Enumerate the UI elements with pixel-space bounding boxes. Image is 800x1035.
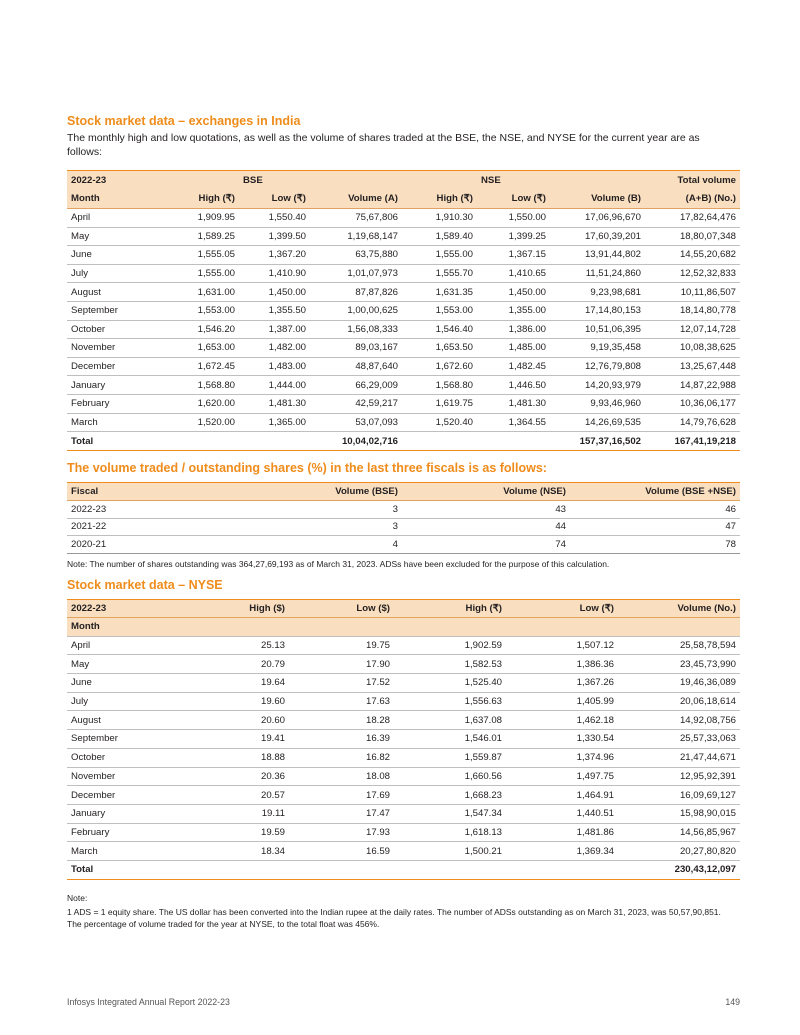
table-cell: 20.57 bbox=[179, 786, 289, 805]
table-cell: 1,550.40 bbox=[239, 209, 310, 228]
table-cell: July bbox=[67, 692, 179, 711]
intro-paragraph: The monthly high and low quotations, as well as the volume of shares traded at the BSE, the NSE, and NYSE for the current year are as follows: bbox=[67, 132, 700, 158]
header-year: 2022-23 bbox=[71, 174, 107, 186]
table-cell: 1,619.75 bbox=[402, 394, 477, 413]
table-cell: 14,87,22,988 bbox=[645, 376, 740, 395]
table-cell: 12,76,79,808 bbox=[550, 357, 645, 376]
table-cell: 1,553.00 bbox=[402, 301, 477, 320]
table-cell: 15,98,90,015 bbox=[618, 804, 740, 823]
table-cell: 25,57,33,063 bbox=[618, 730, 740, 749]
table-cell: December bbox=[67, 786, 179, 805]
table-cell: 1,444.00 bbox=[239, 376, 310, 395]
table-cell: 1,555.00 bbox=[159, 264, 239, 283]
table-cell: 11,51,24,860 bbox=[550, 264, 645, 283]
total-volume: 230,43,12,097 bbox=[618, 860, 740, 879]
table-cell: 18,80,07,348 bbox=[645, 227, 740, 246]
table-cell: 1,547.34 bbox=[394, 804, 506, 823]
table-cell: July bbox=[67, 264, 159, 283]
table-cell: 17,06,96,670 bbox=[550, 209, 645, 228]
table-row bbox=[67, 376, 740, 395]
total-volume-b: 157,37,16,502 bbox=[550, 432, 645, 451]
table-cell: 1,631.00 bbox=[159, 283, 239, 302]
header-low-inr: Low (₹) bbox=[579, 603, 614, 614]
table-cell: 18.34 bbox=[179, 842, 289, 861]
table-cell: 1,909.95 bbox=[159, 209, 239, 228]
table-cell: 20.79 bbox=[179, 655, 289, 674]
table-cell: 74 bbox=[402, 536, 570, 554]
table-cell: 1,369.34 bbox=[506, 842, 618, 861]
table-cell: 1,902.59 bbox=[394, 636, 506, 655]
table-cell: 1,546.01 bbox=[394, 730, 506, 749]
table-cell: 1,483.00 bbox=[239, 357, 310, 376]
table-cell: 19.75 bbox=[289, 636, 394, 655]
table-cell: 48,87,640 bbox=[310, 357, 402, 376]
table-cell: 1,374.96 bbox=[506, 748, 618, 767]
table-cell: 1,520.00 bbox=[159, 413, 239, 432]
table-row bbox=[67, 394, 740, 413]
table-cell: 1,462.18 bbox=[506, 711, 618, 730]
table-row bbox=[67, 246, 740, 265]
table-cell: 1,507.12 bbox=[506, 636, 618, 655]
table-cell: 63,75,880 bbox=[310, 246, 402, 265]
table-cell: 4 bbox=[247, 536, 402, 554]
table-cell: 1,481.30 bbox=[239, 394, 310, 413]
header-volume: Volume (No.) bbox=[677, 603, 736, 614]
table-row bbox=[67, 413, 740, 432]
table-cell: 66,29,009 bbox=[310, 376, 402, 395]
table-row bbox=[67, 842, 740, 861]
table-cell: 1,450.00 bbox=[239, 283, 310, 302]
table-cell: May bbox=[67, 227, 159, 246]
table-cell: 1,386.36 bbox=[506, 655, 618, 674]
table-cell: 1,405.99 bbox=[506, 692, 618, 711]
table-cell: June bbox=[67, 674, 179, 693]
header-total-ab: (A+B) (No.) bbox=[685, 193, 736, 205]
table-cell: 18.88 bbox=[179, 748, 289, 767]
table-cell: 1,618.13 bbox=[394, 823, 506, 842]
table-cell: 1,446.50 bbox=[477, 376, 550, 395]
table-cell: 1,399.25 bbox=[477, 227, 550, 246]
table-row bbox=[67, 339, 740, 358]
table-cell: 17.69 bbox=[289, 786, 394, 805]
table-cell: 10,51,06,395 bbox=[550, 320, 645, 339]
header-high-usd: High ($) bbox=[249, 603, 285, 614]
page-number: 149 bbox=[725, 997, 740, 1007]
header-fiscal: Fiscal bbox=[71, 486, 99, 497]
header-bse-low: Low (₹) bbox=[271, 193, 306, 205]
table-cell: 1,672.45 bbox=[159, 357, 239, 376]
table-cell: 14,56,85,967 bbox=[618, 823, 740, 842]
table-cell: November bbox=[67, 339, 159, 358]
table-row bbox=[67, 804, 740, 823]
table-cell: October bbox=[67, 320, 159, 339]
table-cell: 17.93 bbox=[289, 823, 394, 842]
table-cell: 53,07,093 bbox=[310, 413, 402, 432]
table-row bbox=[67, 711, 740, 730]
table-cell: 16,09,69,127 bbox=[618, 786, 740, 805]
table-cell: 1,365.00 bbox=[239, 413, 310, 432]
table-cell: 1,481.30 bbox=[477, 394, 550, 413]
nyse-table bbox=[67, 599, 740, 880]
table-cell: 10,11,86,507 bbox=[645, 283, 740, 302]
table-cell: 1,546.40 bbox=[402, 320, 477, 339]
table-cell: August bbox=[67, 711, 179, 730]
table-cell: 9,93,46,960 bbox=[550, 394, 645, 413]
table-cell: 1,399.50 bbox=[239, 227, 310, 246]
table-cell: 78 bbox=[570, 536, 740, 554]
table-cell: 1,631.35 bbox=[402, 283, 477, 302]
table-cell: 1,555.70 bbox=[402, 264, 477, 283]
table-cell: 1,568.80 bbox=[159, 376, 239, 395]
total-label: Total bbox=[67, 860, 179, 879]
table-cell: 1,464.91 bbox=[506, 786, 618, 805]
table-cell: 1,620.00 bbox=[159, 394, 239, 413]
table-cell: 1,910.30 bbox=[402, 209, 477, 228]
table-row bbox=[67, 518, 740, 536]
table-cell: 1,668.23 bbox=[394, 786, 506, 805]
month-header-row bbox=[67, 618, 740, 637]
header-low-usd: Low ($) bbox=[356, 603, 390, 614]
table-cell: 13,91,44,802 bbox=[550, 246, 645, 265]
table-cell: 18,14,80,778 bbox=[645, 301, 740, 320]
table-cell: March bbox=[67, 842, 179, 861]
table-cell: April bbox=[67, 636, 179, 655]
table-row bbox=[67, 674, 740, 693]
table-cell: 1,660.56 bbox=[394, 767, 506, 786]
footer-report-title: Infosys Integrated Annual Report 2022-23 bbox=[67, 997, 230, 1007]
table-cell: 44 bbox=[402, 518, 570, 536]
table-cell: 19.59 bbox=[179, 823, 289, 842]
table-cell: 3 bbox=[247, 501, 402, 519]
table-cell: 20,27,80,820 bbox=[618, 842, 740, 861]
table-cell: March bbox=[67, 413, 159, 432]
table-cell: 1,440.51 bbox=[506, 804, 618, 823]
table-cell: November bbox=[67, 767, 179, 786]
bse-nse-table bbox=[67, 170, 740, 451]
table-cell: 1,367.26 bbox=[506, 674, 618, 693]
table-cell: 1,19,68,147 bbox=[310, 227, 402, 246]
table-cell: 3 bbox=[247, 518, 402, 536]
table-cell: 1,500.21 bbox=[394, 842, 506, 861]
table-cell: 42,59,217 bbox=[310, 394, 402, 413]
table-cell: 9,23,98,681 bbox=[550, 283, 645, 302]
table-cell: 14,55,20,682 bbox=[645, 246, 740, 265]
table-cell: 1,525.40 bbox=[394, 674, 506, 693]
table-row bbox=[67, 283, 740, 302]
table-cell: 1,410.90 bbox=[239, 264, 310, 283]
total-row bbox=[67, 432, 740, 451]
table-cell: 1,56,08,333 bbox=[310, 320, 402, 339]
table-cell: 75,67,806 bbox=[310, 209, 402, 228]
table-cell: 1,482.00 bbox=[239, 339, 310, 358]
shares-outstanding-note: Note: The number of shares outstanding was 364,27,69,193 as of March 31, 2023. ADSs have been excluded for the purpose of this calculation. bbox=[67, 559, 610, 569]
table-cell: 89,03,167 bbox=[310, 339, 402, 358]
table-row bbox=[67, 823, 740, 842]
table-cell: 17.90 bbox=[289, 655, 394, 674]
table-row bbox=[67, 767, 740, 786]
table-row bbox=[67, 655, 740, 674]
table-cell: 16.82 bbox=[289, 748, 394, 767]
table-cell: 1,481.86 bbox=[506, 823, 618, 842]
table-cell: 17,60,39,201 bbox=[550, 227, 645, 246]
header-nse: NSE bbox=[481, 174, 501, 186]
table-cell: 1,589.40 bbox=[402, 227, 477, 246]
table-cell: 20.60 bbox=[179, 711, 289, 730]
header-total-volume: Total volume bbox=[677, 174, 736, 186]
table-cell: 1,550.00 bbox=[477, 209, 550, 228]
header-high-inr: High (₹) bbox=[465, 603, 502, 614]
table-cell: 9,19,35,458 bbox=[550, 339, 645, 358]
table-cell: 10,36,06,177 bbox=[645, 394, 740, 413]
volume-traded-table bbox=[67, 482, 740, 554]
table-cell: 1,01,07,973 bbox=[310, 264, 402, 283]
table-cell: 1,520.40 bbox=[402, 413, 477, 432]
table-cell: 1,553.00 bbox=[159, 301, 239, 320]
table-cell: 2021-22 bbox=[67, 518, 247, 536]
table-cell: June bbox=[67, 246, 159, 265]
header-nse-high: High (₹) bbox=[436, 193, 473, 205]
table-cell: September bbox=[67, 730, 179, 749]
table-cell: 1,653.50 bbox=[402, 339, 477, 358]
table-cell: 1,672.60 bbox=[402, 357, 477, 376]
table-cell: 19.64 bbox=[179, 674, 289, 693]
header-volume-a: Volume (A) bbox=[348, 193, 398, 205]
table-cell: 1,555.05 bbox=[159, 246, 239, 265]
table-row bbox=[67, 748, 740, 767]
table-cell: 2022-23 bbox=[67, 501, 247, 519]
table-row bbox=[67, 786, 740, 805]
table-cell: 16.59 bbox=[289, 842, 394, 861]
total-volume-ab: 167,41,19,218 bbox=[645, 432, 740, 451]
total-volume-a: 10,04,02,716 bbox=[310, 432, 402, 451]
header-volume-bse: Volume (BSE) bbox=[335, 486, 398, 497]
header-month: Month bbox=[67, 618, 179, 637]
table-cell: 17,14,80,153 bbox=[550, 301, 645, 320]
table-cell: 19.11 bbox=[179, 804, 289, 823]
table-row bbox=[67, 209, 740, 228]
table-cell: 1,568.80 bbox=[402, 376, 477, 395]
nyse-note: 1 ADS = 1 equity share. The US dollar has been converted into the Indian rupee at the daily rates. The number of ADSs outstanding as on March 31, 2023, was 50,57,90,851. The percentage of volume traded for the year at NYSE, to the total float was 456%. bbox=[67, 907, 721, 929]
table-cell: 1,367.20 bbox=[239, 246, 310, 265]
table-cell: 17,82,64,476 bbox=[645, 209, 740, 228]
table-cell: 18.08 bbox=[289, 767, 394, 786]
table-cell: 1,582.53 bbox=[394, 655, 506, 674]
table-cell: 1,364.55 bbox=[477, 413, 550, 432]
table-row bbox=[67, 227, 740, 246]
table-cell: 19.60 bbox=[179, 692, 289, 711]
table-cell: 13,25,67,448 bbox=[645, 357, 740, 376]
header-bse: BSE bbox=[243, 174, 263, 186]
header-volume-both: Volume (BSE +NSE) bbox=[645, 486, 736, 497]
table-row bbox=[67, 301, 740, 320]
table-cell: 2020-21 bbox=[67, 536, 247, 554]
header-month: Month bbox=[71, 193, 100, 205]
table-cell: February bbox=[67, 823, 179, 842]
table-cell: 1,367.15 bbox=[477, 246, 550, 265]
table-cell: 12,52,32,833 bbox=[645, 264, 740, 283]
table-cell: January bbox=[67, 804, 179, 823]
header-volume-nse: Volume (NSE) bbox=[503, 486, 566, 497]
table-cell: February bbox=[67, 394, 159, 413]
table-cell: 25,58,78,594 bbox=[618, 636, 740, 655]
table-cell: 19,46,36,089 bbox=[618, 674, 740, 693]
table-cell: 1,497.75 bbox=[506, 767, 618, 786]
table-cell: 1,330.54 bbox=[506, 730, 618, 749]
table-cell: 1,555.00 bbox=[402, 246, 477, 265]
header-year: 2022-23 bbox=[71, 603, 107, 614]
table-cell: September bbox=[67, 301, 159, 320]
table-cell: 19.41 bbox=[179, 730, 289, 749]
table-cell: 20.36 bbox=[179, 767, 289, 786]
table-cell: 14,92,08,756 bbox=[618, 711, 740, 730]
table-cell: December bbox=[67, 357, 159, 376]
table-cell: 87,87,826 bbox=[310, 283, 402, 302]
table-cell: 14,26,69,535 bbox=[550, 413, 645, 432]
table-row bbox=[67, 692, 740, 711]
table-cell: 1,546.20 bbox=[159, 320, 239, 339]
table-row bbox=[67, 320, 740, 339]
table-cell: 1,559.87 bbox=[394, 748, 506, 767]
table-cell: 47 bbox=[570, 518, 740, 536]
table-cell: 21,47,44,671 bbox=[618, 748, 740, 767]
table-cell: 1,556.63 bbox=[394, 692, 506, 711]
table-cell: October bbox=[67, 748, 179, 767]
table-cell: 12,95,92,391 bbox=[618, 767, 740, 786]
table-cell: 46 bbox=[570, 501, 740, 519]
total-label: Total bbox=[67, 432, 159, 451]
table-cell: 17.63 bbox=[289, 692, 394, 711]
table-cell: 1,653.00 bbox=[159, 339, 239, 358]
table-cell: 1,589.25 bbox=[159, 227, 239, 246]
table-cell: May bbox=[67, 655, 179, 674]
table-cell: April bbox=[67, 209, 159, 228]
table-cell: 1,355.00 bbox=[477, 301, 550, 320]
table-cell: 17.47 bbox=[289, 804, 394, 823]
table-cell: 1,485.00 bbox=[477, 339, 550, 358]
table-cell: 25.13 bbox=[179, 636, 289, 655]
table-cell: 1,450.00 bbox=[477, 283, 550, 302]
table-row bbox=[67, 264, 740, 283]
table-cell: 1,355.50 bbox=[239, 301, 310, 320]
table-cell: August bbox=[67, 283, 159, 302]
table-cell: 43 bbox=[402, 501, 570, 519]
table-cell: 1,410.65 bbox=[477, 264, 550, 283]
table-row bbox=[67, 501, 740, 519]
total-row bbox=[67, 860, 740, 879]
table-cell: 14,20,93,979 bbox=[550, 376, 645, 395]
section-title-india: Stock market data – exchanges in India bbox=[67, 114, 301, 128]
table-cell: 16.39 bbox=[289, 730, 394, 749]
table-cell: 1,482.45 bbox=[477, 357, 550, 376]
table-cell: 17.52 bbox=[289, 674, 394, 693]
table-cell: 10,08,38,625 bbox=[645, 339, 740, 358]
table-cell: 1,386.00 bbox=[477, 320, 550, 339]
header-bse-high: High (₹) bbox=[198, 193, 235, 205]
header-volume-b: Volume (B) bbox=[591, 193, 641, 205]
table-cell: 1,00,00,625 bbox=[310, 301, 402, 320]
table-row bbox=[67, 536, 740, 554]
section-title-nyse: Stock market data – NYSE bbox=[67, 578, 223, 592]
table-cell: 12,07,14,728 bbox=[645, 320, 740, 339]
table-cell: 20,06,18,614 bbox=[618, 692, 740, 711]
table-cell: 14,79,76,628 bbox=[645, 413, 740, 432]
table-cell: 18.28 bbox=[289, 711, 394, 730]
table-cell: 23,45,73,990 bbox=[618, 655, 740, 674]
header-nse-low: Low (₹) bbox=[511, 193, 546, 205]
table-row bbox=[67, 636, 740, 655]
table-row bbox=[67, 730, 740, 749]
table-cell: 1,387.00 bbox=[239, 320, 310, 339]
section-title-volume-traded: The volume traded / outstanding shares (%) in the last three fiscals is as follows: bbox=[67, 461, 547, 475]
nyse-note-heading: Note: bbox=[67, 893, 88, 903]
table-cell: 1,637.08 bbox=[394, 711, 506, 730]
table-row bbox=[67, 357, 740, 376]
table-cell: January bbox=[67, 376, 159, 395]
